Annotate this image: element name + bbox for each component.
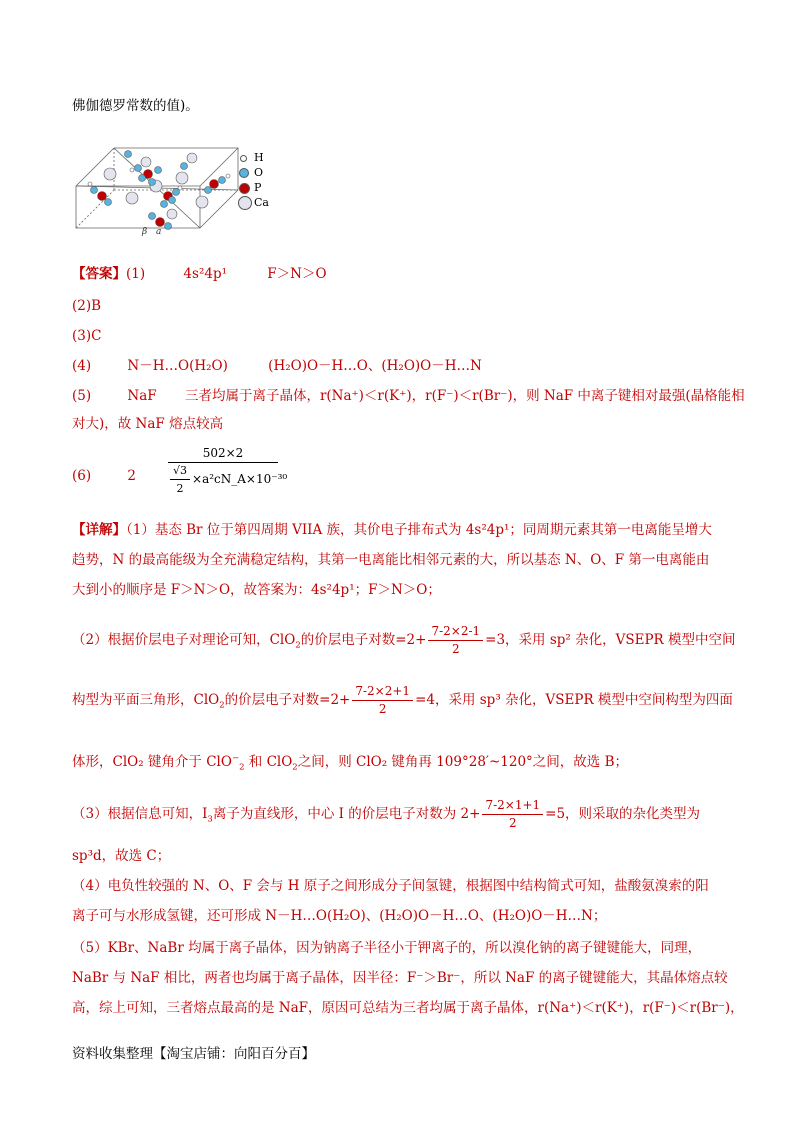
legend-item-ca: Ca: [240, 195, 269, 210]
detail-p4-line2: 离子可与水形成氢键，还可形成 N－H…O(H₂O)、(H₂O)O－H…O、(H₂O)O－H…N；: [72, 908, 607, 924]
answer-q6: (6) 2: [72, 468, 137, 484]
angle-label: β: [142, 227, 148, 236]
answer-q3: (3)C: [72, 328, 102, 344]
detail-p5-line1: （5）KBr、NaBr 均属于离子晶体，因为钠离子半径小于钾离子的，所以溴化钠的离子键键能大，同理，: [72, 940, 702, 956]
detail-p1-line2: 趋势，N 的最高能级为全充满稳定结构，其第一电离能比相邻元素的大，所以基态 N、O、F 第一电离能由: [72, 552, 710, 568]
answer-q1: 【答案】(1) 4s²4p¹ F＞N＞O: [72, 266, 327, 282]
detail-p1-line1: 【详解】（1）基态 Br 位于第四周期 VIIA 族，其价电子排布式为 4s²4p¹；同周期元素其第一电离能呈增大: [72, 522, 712, 538]
detail-p3-line1: （3）根据信息可知，$I_3$离子为直线形，中心 I 的价层电子对数为 2+ $\frac{7-2\times 1+1}{2}$ =5，则采取的杂化类型为: [72, 798, 701, 830]
legend-item-p: P: [240, 180, 269, 195]
detail-p2-line3: 体形，ClO₂ 键角介于 ClO−$_2$ 和 ClO$_2$之间，则 ClO₂ 键角再 109°28′~120°之间，故选 B；: [72, 753, 629, 773]
detail-p2-line1: （2）根据价层电子对理论可知，ClO$_2$的价层电子对数=2+ $\frac{7-2\times 2-1}{2}$ =3，采用 sp² 杂化，VSEPR 模型中空间: [72, 624, 736, 656]
answer-q5-line1: (5) NaF 三者均属于离子晶体，r(Na⁺)＜r(K⁺)，r(F⁻)＜r(Br⁻)，则 NaF 中离子键相对最强(晶格能相: [72, 388, 745, 404]
detail-p2-line2: 构型为平面三角形，ClO$_2$的价层电子对数=2+ $\frac{7-2\times 2+1}{2}$ =4，采用 sp³ 杂化，VSEPR 模型中空间构型为四面: [72, 684, 733, 716]
answer-q6-fraction: 502×2 $\frac{√3}{2}$ ×a²cN_A×10⁻³⁰: [168, 444, 278, 496]
detail-p1-line3: 大到小的顺序是 F＞N＞O，故答案为：4s²4p¹；F＞N＞O；: [72, 582, 441, 598]
footer-text: 资料收集整理【淘宝店铺：向阳百分百】: [72, 1046, 315, 1062]
detail-p5-line3: 高，综上可知，三者熔点最高的是 NaF，原因可总结为三者均属于离子晶体，r(Na⁺)＜r(K⁺)，r(F⁻)＜r(Br⁻)，: [72, 1000, 744, 1016]
detail-p4-line1: （4）电负性较强的 N、O、F 会与 H 原子之间形成分子间氢键，根据图中结构简式可知，盐酸氨溴索的阳: [72, 878, 709, 894]
figure-legend: [240, 150, 269, 210]
detail-p3-line2: sp³d，故选 C；: [72, 848, 171, 864]
legend-item-h: H: [240, 150, 269, 165]
axis-label: a: [156, 227, 162, 236]
answer-q4: (4) N－H…O(H₂O) (H₂O)O－H…O、(H₂O)O－H…N: [72, 358, 482, 374]
detail-p5-line2: NaBr 与 NaF 相比，两者也均属于离子晶体，因半径：F⁻＞Br⁻，所以 NaF 的离子键键能大，其晶体熔点较: [72, 970, 728, 986]
answer-q2: (2)B: [72, 298, 102, 314]
answer-q5-line2: 对大)，故 NaF 熔点较高: [72, 416, 224, 432]
legend-item-o: O: [240, 165, 269, 180]
intro-line: 佛伽德罗常数的值)。: [72, 98, 199, 114]
